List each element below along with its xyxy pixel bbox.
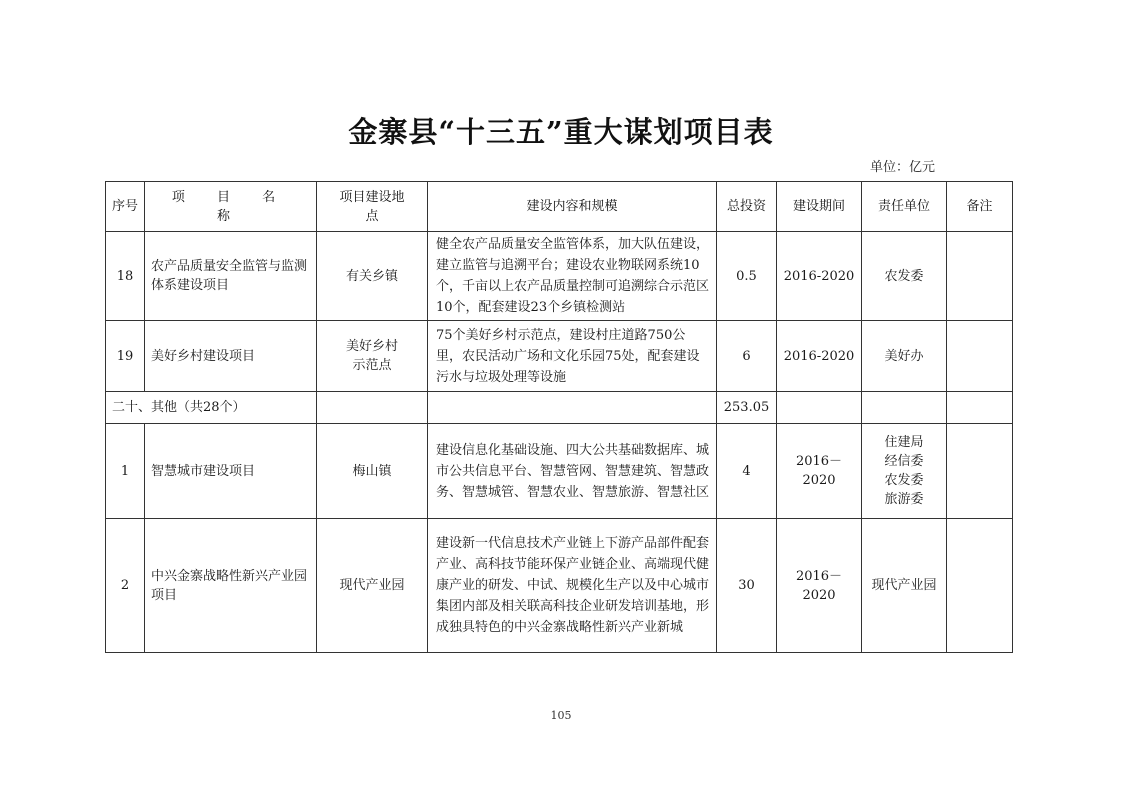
page-title: 金寨县“十三五”重大谋划项目表 bbox=[348, 115, 774, 149]
row-unit: 美好办 bbox=[862, 321, 947, 392]
section-location bbox=[317, 392, 428, 424]
header-no: 序号 bbox=[106, 182, 145, 232]
row-period: 2016-2020 bbox=[777, 321, 862, 392]
header-location: 项目建设地点 bbox=[317, 182, 428, 232]
row-location: 梅山镇 bbox=[317, 424, 428, 519]
row-remark bbox=[947, 232, 1013, 321]
row-investment: 6 bbox=[717, 321, 777, 392]
table-header-row bbox=[106, 182, 1013, 232]
row-period: 2016-2020 bbox=[777, 232, 862, 321]
row-name: 农产品质量安全监管与监测体系建设项目 bbox=[145, 232, 317, 321]
unit-label: 单位：亿元 bbox=[870, 160, 936, 175]
row-period: 2016－2020 bbox=[777, 424, 862, 519]
table-row bbox=[106, 519, 1013, 653]
row-investment: 30 bbox=[717, 519, 777, 653]
row-no: 18 bbox=[106, 232, 145, 321]
section-label: 二十、其他（共28个） bbox=[106, 392, 317, 424]
table-row bbox=[106, 232, 1013, 321]
section-unit bbox=[862, 392, 947, 424]
header-name-text: 项 目 名 称 bbox=[171, 189, 290, 224]
table-row bbox=[106, 424, 1013, 519]
row-location: 现代产业园 bbox=[317, 519, 428, 653]
row-remark bbox=[947, 424, 1013, 519]
row-unit-line: 农发委 bbox=[884, 473, 924, 488]
row-remark bbox=[947, 519, 1013, 653]
row-content: 建设新一代信息技术产业链上下游产品部件配套产业、高科技节能环保产业链企业、高端现代健康产业的研发、中试、规模化生产以及中心城市集团内部及相关联高科技企业研发培训基地，形成独具特色的中兴金寨战略性新兴产业新城 bbox=[428, 519, 717, 653]
row-unit-line: 住建局 bbox=[884, 435, 924, 450]
row-investment: 4 bbox=[717, 424, 777, 519]
row-remark bbox=[947, 321, 1013, 392]
row-location: 有关乡镇 bbox=[317, 232, 428, 321]
header-period: 建设期间 bbox=[777, 182, 862, 232]
project-table bbox=[105, 181, 1013, 653]
header-name bbox=[145, 182, 317, 232]
row-unit: 现代产业园 bbox=[862, 519, 947, 653]
page-number: 105 bbox=[550, 709, 572, 722]
section-remark bbox=[947, 392, 1013, 424]
header-content: 建设内容和规模 bbox=[428, 182, 717, 232]
header-unit: 责任单位 bbox=[862, 182, 947, 232]
row-investment: 0.5 bbox=[717, 232, 777, 321]
section-content bbox=[428, 392, 717, 424]
section-period bbox=[777, 392, 862, 424]
row-period: 2016－2020 bbox=[777, 519, 862, 653]
row-unit: 农发委 bbox=[862, 232, 947, 321]
row-unit-line: 经信委 bbox=[884, 454, 924, 469]
section-investment: 253.05 bbox=[717, 392, 777, 424]
row-name: 智慧城市建设项目 bbox=[145, 424, 317, 519]
row-unit bbox=[862, 424, 947, 519]
row-name: 中兴金寨战略性新兴产业园项目 bbox=[145, 519, 317, 653]
header-investment: 总投资 bbox=[717, 182, 777, 232]
section-row bbox=[106, 392, 1013, 424]
row-name: 美好乡村建设项目 bbox=[145, 321, 317, 392]
row-no: 19 bbox=[106, 321, 145, 392]
row-location: 美好乡村示范点 bbox=[317, 321, 428, 392]
row-no: 1 bbox=[106, 424, 145, 519]
row-content: 建设信息化基础设施、四大公共基础数据库、城市公共信息平台、智慧管网、智慧建筑、智慧政务、智慧城管、智慧农业、智慧旅游、智慧社区 bbox=[428, 424, 717, 519]
row-content: 健全农产品质量安全监管体系，加大队伍建设，建立监管与追溯平台；建设农业物联网系统10个，千亩以上农产品质量控制可追溯综合示范区10个，配套建设23个乡镇检测站 bbox=[428, 232, 717, 321]
table-row bbox=[106, 321, 1013, 392]
header-remark: 备注 bbox=[947, 182, 1013, 232]
row-no: 2 bbox=[106, 519, 145, 653]
row-unit-line: 旅游委 bbox=[884, 492, 924, 507]
row-content: 75个美好乡村示范点，建设村庄道路750公里，农民活动广场和文化乐园75处，配套建设污水与垃圾处理等设施 bbox=[428, 321, 717, 392]
